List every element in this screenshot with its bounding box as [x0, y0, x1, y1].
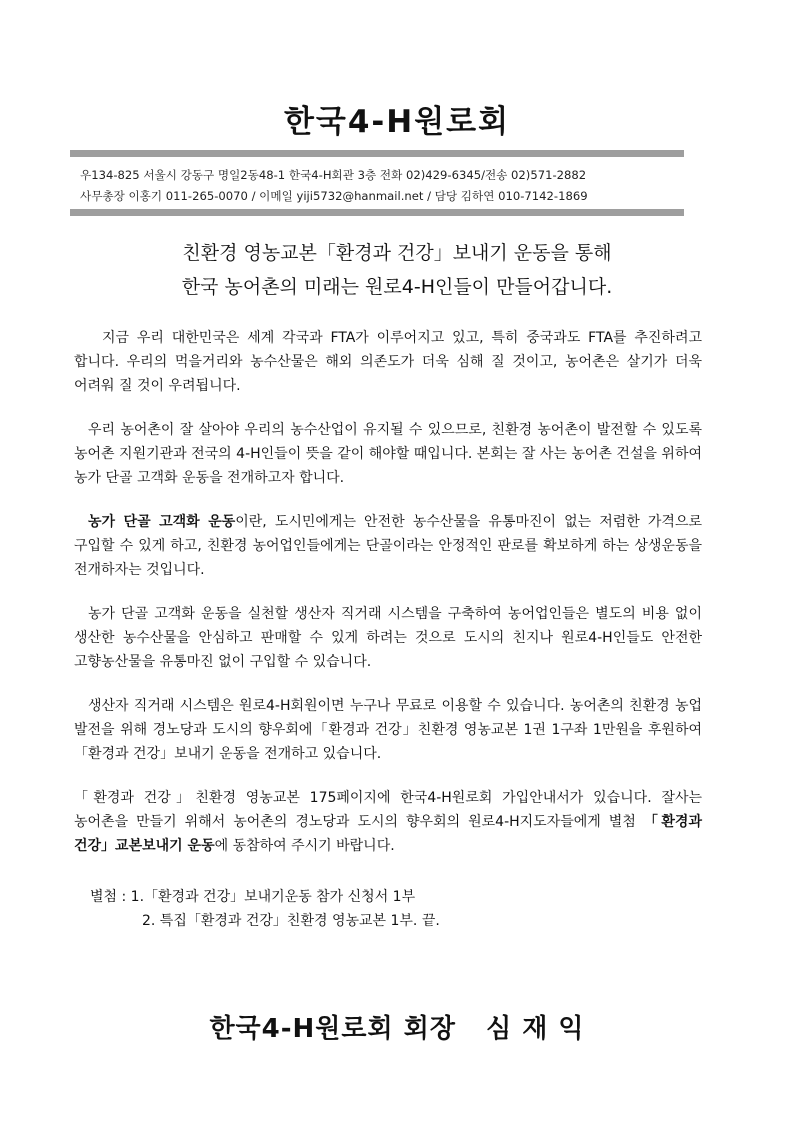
paragraph-rural-development: 우리 농어촌이 잘 살아야 우리의 농수산업이 유지될 수 있으므로, 친환경 농어촌이 발전할 수 있도록 농어촌 지원기관과 전국의 4-H인들이 뜻을 같이 해야할 때입니다. 본회는 잘 사는 농어촌 건설을 위하여 농가 단골 고객화 운동을 전개하고자 합니다. [74, 422, 702, 486]
attachment-item-1: 별첨 : 1.「환경과 건강」보내기운동 참가 신청서 1부 [90, 889, 416, 905]
header-bottom-rule [70, 209, 684, 216]
participation-text-start: 「환경과 건강」친환경 영농교본 175페이지에 한국4-H원로회 가입안내서가 있습니다. 잘사는 농어촌을 만들기 위해서 농어촌의 경노당과 도시의 향우회의 원로4-H지도자들에게 별첨 [74, 790, 702, 830]
paragraph-fta: 지금 우리 대한민국은 세계 각국과 FTA가 이루어지고 있고, 특히 중국과도 FTA를 추진하려고 합니다. 우리의 먹을거리와 농수산물은 해외 의존도가 더욱 심해 질 것이고, 농어촌은 살기가 더욱 어려워 질 것이 우려됩니다. [74, 330, 702, 394]
paragraph-customer-campaign [74, 510, 702, 582]
header-top-rule [70, 150, 684, 157]
attachment-item-2: 2. 특집「환경과 건강」친환경 영농교본 1부. 끝. [142, 913, 440, 929]
paragraph-free-system: 생산자 직거래 시스템은 원로4-H회원이면 누구나 무료로 이용할 수 있습니다. 농어촌의 친환경 농업 발전을 위해 경노당과 도시의 향우회에「환경과 건강」친환경 영농교본 1권 1구좌 1만원을 후원하여「환경과 건강」보내기 운동을 전개하고 있습니다. [74, 698, 702, 762]
campaign-description: 이란, 도시민에게는 안전한 농수산물을 유통마진이 없는 저렴한 가격으로 구입할 수 있게 하고, 친환경 농어업인들에게는 단골이라는 안정적인 판로를 확보하게 하는 상생운동을 전개하자는 것입니다. [74, 514, 702, 578]
participation-text-end: 에 동참하여 주시기 바랍니다. [214, 838, 395, 854]
letter-body [74, 326, 702, 878]
textbook-campaign-bold: 「환경과 건강」교본보내기 운동 [74, 814, 702, 854]
paragraph-direct-trade: 농가 단골 고객화 운동을 실천할 생산자 직거래 시스템을 구축하여 농어업인들은 별도의 비용 없이 생산한 농수산물을 안심하고 판매할 수 있게 하려는 것으로 도시의 친지나 원로4-H인들도 안전한 고향농산물을 유통마진 없이 구입할 수 있습니다. [74, 606, 702, 670]
paragraph-participation [74, 786, 702, 858]
attachments-list [90, 885, 440, 933]
campaign-name-bold: 농가 단골 고객화 운동 [88, 514, 236, 530]
contact-line: 사무총장 이홍기 011-265-0070 / 이메일 yiji5732@hanmail.net / 담당 김하연 010-7142-1869 [80, 189, 588, 203]
headline-line-1: 친환경 영농교본「환경과 건강」보내기 운동을 통해 [182, 242, 612, 264]
signature-line: 한국4-H원로회 회장 심 재 익 [209, 1014, 585, 1044]
address-line: 우134-825 서울시 강동구 명일2동48-1 한국4-H회관 3층 전화 02)429-6345/전송 02)571-2882 [80, 168, 587, 182]
organization-title: 한국4-H원로회 [283, 104, 511, 140]
headline-line-2: 한국 농어촌의 미래는 원로4-H인들이 만들어갑니다. [181, 276, 613, 298]
